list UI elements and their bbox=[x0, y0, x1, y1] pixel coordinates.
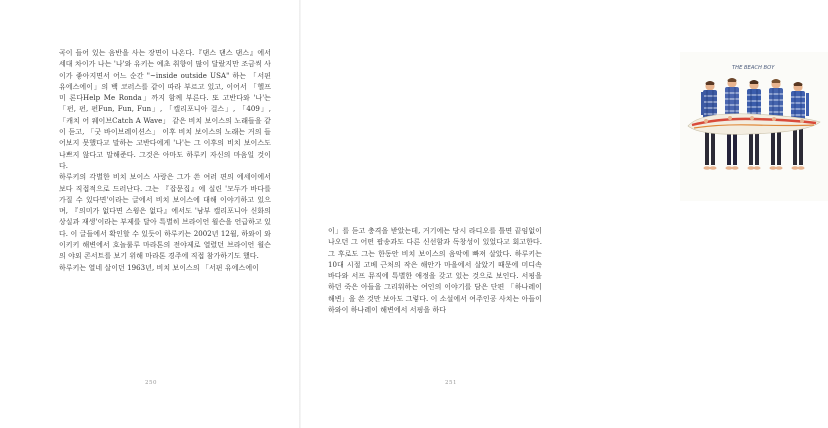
right-page-text bbox=[328, 226, 542, 316]
left-page bbox=[0, 0, 300, 428]
right-page bbox=[300, 0, 775, 428]
right-text-block: 이」를 듣고 충격을 받았는데, 거기에는 당시 라디오를 틀면 끝임없이 나오던 그 어떤 팝송과도 다른 신선함과 독창성이 있었다고 회고한다. 그 후로도 그는 한동안 비치 보이스의 음악에 빠져 살았다. 하루키는 10대 시절 고베 근처의 작은 해안가 마을에서 살았기 때문에 미디속 바다와 서프 뮤직에 특별한 애정을 갖고 있는 것으로 보인다. 서핑을 하던 죽은 아들을 그리워하는 여인의 이야기를 담은 단편 「하나레이 해변」을 쓴 것만 보아도 그렇다. 이 소설에서 여주인공 사치는 아들이 하와이 하나레이 해변에서 서핑을 하다 bbox=[328, 227, 542, 315]
illustration-caption: THE BEACH BOY bbox=[732, 65, 775, 71]
left-page-text bbox=[59, 48, 271, 274]
left-text-block: 곡이 들어 있는 음반을 사는 장면이 나온다.『댄스 댄스 댄스』에서 세대 차이가 나는 '나'와 유키는 예초 취향이 많이 달랐지만 조금씩 사이가 좋아지면서 어느 순간 "~inside outside USA" 하는 「서핀 유에스에이」의 백 코러스를 같이 따라 부르고 있고, 이어서 「헬프 미 론다Help Me Ronda」까지 함께 부른다. 또 고반다와 '나'는 「펀, 펀, 펀Fun, Fun, Fun」, 「캘리포니아 걸스」, 「409」, 「캐치 어 웨이브Catch A Wave」 같은 비치 보이스의 노래들을 같이 듣고, 「굿 바이브레이션스」 이후 비치 보이스의 노래는 거의 들어보지 못했다고 말하는 고반다에게 '나'는 그 이후의 비치 보이스도 나쁘지 않다고 말해준다. 그것은 아마도 하루키 자신의 마음일 것이다. 하루키의 각별한 비치 보이스 사랑은 그가 쓴 여러 편의 에세이에서 보다 직접적으로 드러난다. 그는 『잡문집』에 실린 '모두가 바다를 가질 수 있다면'이라는 글에서 비치 보이스에 대해 이야기하고 있으며, 『의미가 없다면 스윙은 없다』에서도 '남부 캘리포니아 신화의 상실과 재생'이라는 부제를 달아 특별히 브라이언 윌슨을 언급하고 있다. 이 글들에서 확인할 수 있듯이 하루키는 2002년 12월, 하와이 와이키키 해변에서 호놀룰루 마라톤의 전야제로 열렸던 브라이언 윌슨의 야외 콘서트를 보기 위해 마라톤 경주에 직접 참가하기도 했다. 하루키는 열네 살이던 1963년, 비치 보이스의 「서핀 유에스에이 bbox=[59, 49, 271, 272]
beach-boys-illustration bbox=[680, 52, 828, 201]
left-page-number: 250 bbox=[145, 380, 157, 386]
illustration-svg bbox=[680, 52, 828, 201]
right-page-number: 251 bbox=[445, 380, 457, 386]
